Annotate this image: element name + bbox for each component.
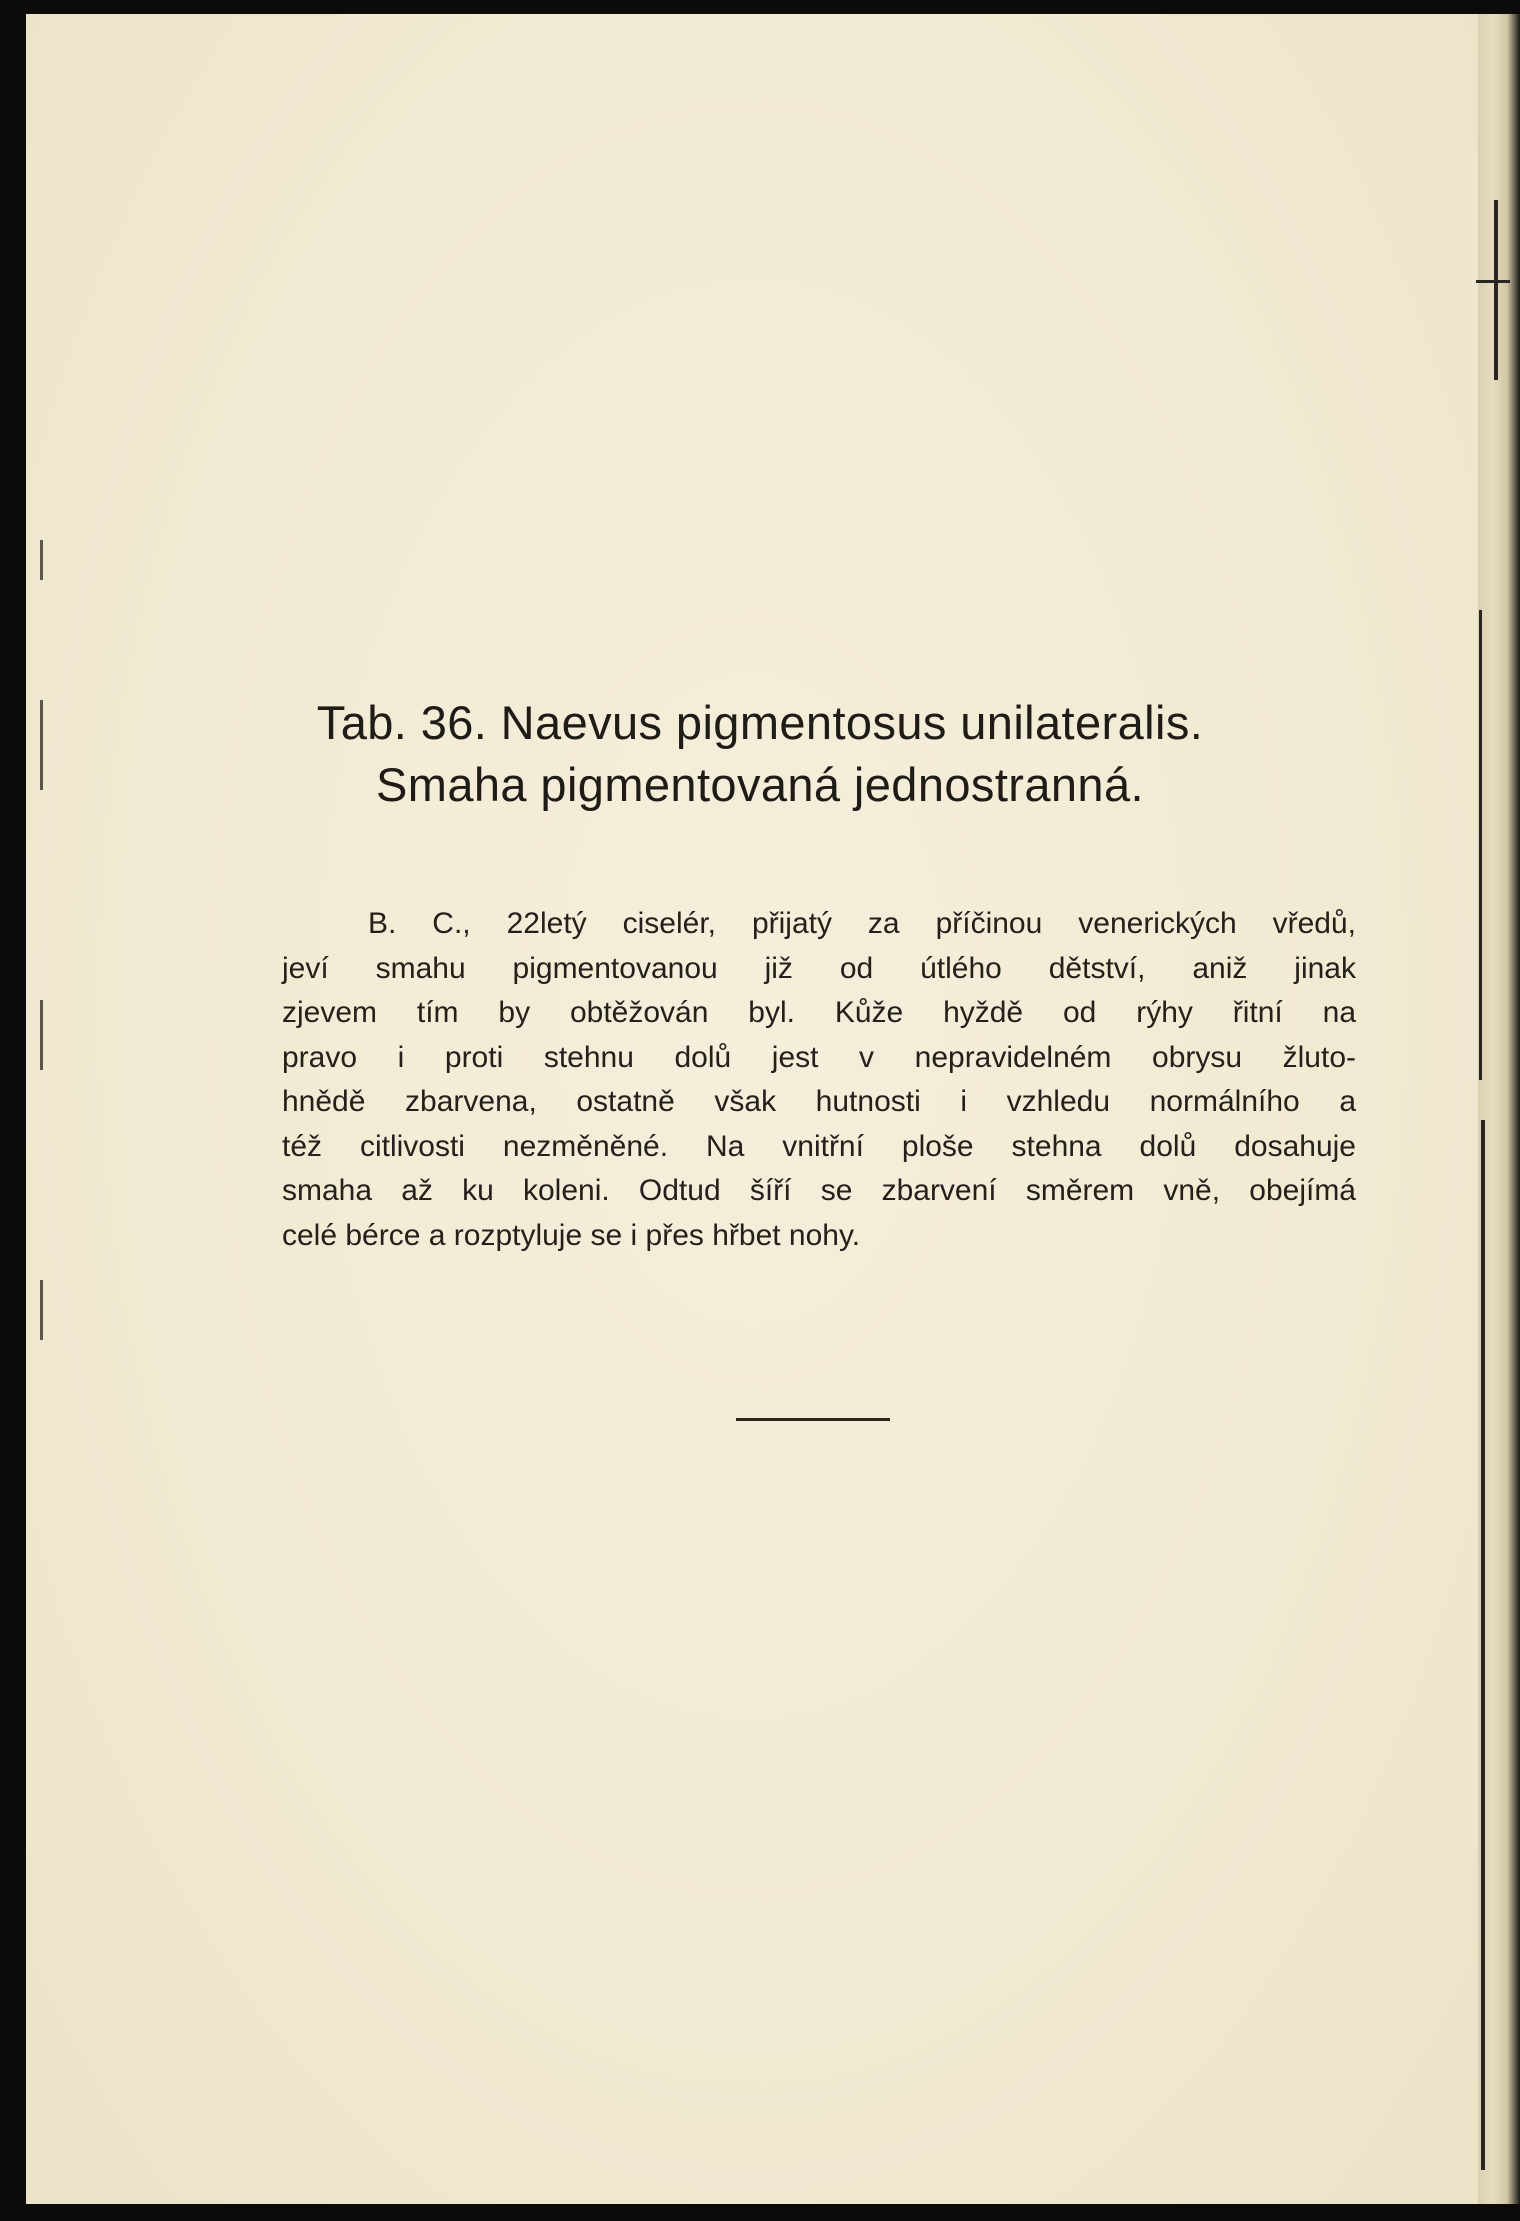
section-divider bbox=[736, 1418, 890, 1421]
paragraph-line: pravo i proti stehnu dolů jest v nepravidelném obrysu žluto- bbox=[282, 1040, 1356, 1074]
paragraph-line: B. C., 22letý ciselér, přijatý za příčinou venerických vředů, bbox=[368, 907, 1356, 940]
paragraph-line: též citlivosti nezměněné. Na vnitřní ploše stehna dolů dosahuje bbox=[282, 1129, 1356, 1163]
paragraph-line: smaha až ku koleni. Odtud šíří se zbarvení směrem vně, obejímá bbox=[282, 1174, 1356, 1207]
plate-caption bbox=[0, 692, 1520, 816]
spine-mark bbox=[1481, 1120, 1485, 2170]
margin-mark bbox=[40, 1280, 43, 1340]
spine-mark bbox=[1479, 610, 1482, 1080]
paragraph-line: celé bérce a rozptyluje se i přes hřbet nohy. bbox=[282, 1218, 861, 1252]
margin-mark bbox=[40, 540, 43, 580]
paragraph-line: hnědě zbarvena, ostatně však hutnosti i vzhledu normálního a bbox=[282, 1085, 1356, 1118]
paragraph-line: jeví smahu pigmentovanou již od útlého dětství, aniž jinak bbox=[282, 951, 1356, 985]
caption-latin-title: Tab. 36. Naevus pigmentosus unilateralis. bbox=[316, 696, 1204, 749]
case-description bbox=[282, 902, 1356, 1258]
caption-czech-title: Smaha pigmentovaná jednostranná. bbox=[376, 758, 1144, 811]
spine-mark bbox=[1494, 200, 1498, 380]
paragraph-line: zjevem tím by obtěžován byl. Kůže hyždě od rýhy řitní na bbox=[282, 996, 1356, 1029]
margin-mark bbox=[40, 1000, 43, 1070]
spine-mark bbox=[1476, 280, 1510, 283]
